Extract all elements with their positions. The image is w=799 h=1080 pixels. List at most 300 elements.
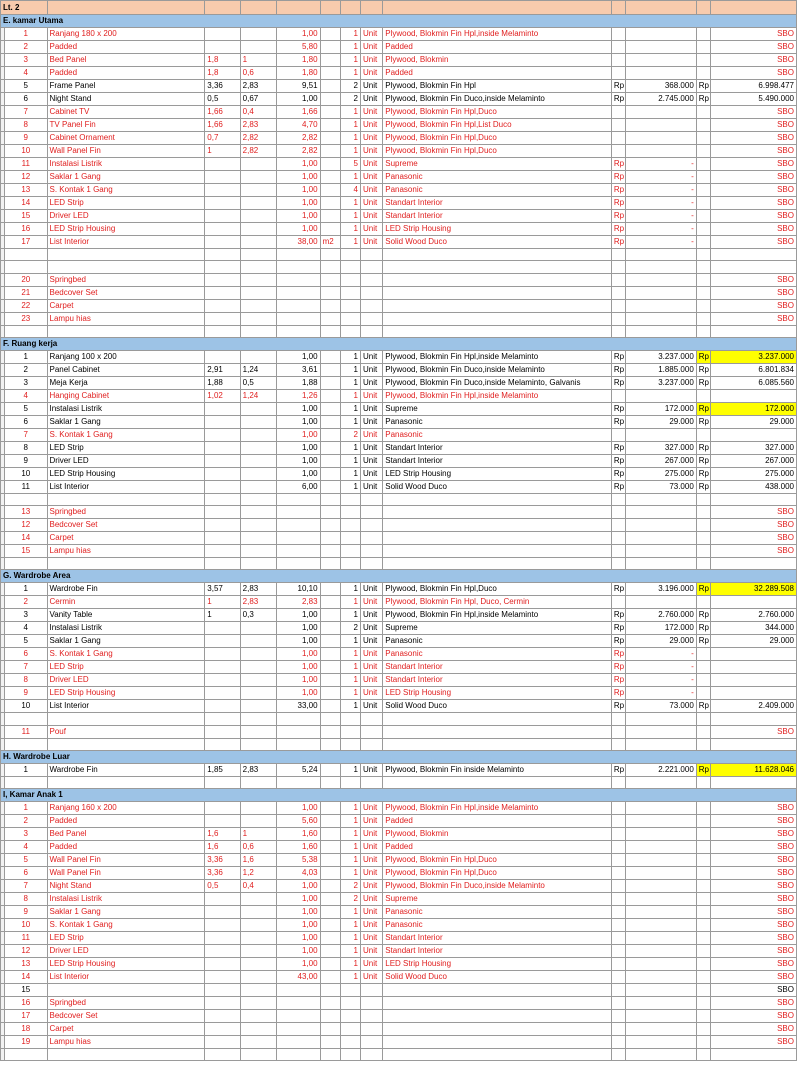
volume-cell[interactable]: 3,61 bbox=[277, 363, 320, 376]
material-cell[interactable]: Standart Interior bbox=[383, 932, 612, 945]
total-cell[interactable]: SBO bbox=[710, 802, 796, 815]
unit-cell[interactable]: Unit bbox=[361, 945, 383, 958]
width-cell[interactable] bbox=[240, 622, 276, 635]
length-cell[interactable] bbox=[205, 493, 240, 505]
material-cell[interactable]: Panasonic bbox=[383, 428, 612, 441]
unit-price-cell[interactable] bbox=[625, 506, 696, 519]
material-cell[interactable] bbox=[383, 532, 612, 545]
volume-cell[interactable] bbox=[277, 1010, 320, 1023]
unit-measure-cell[interactable] bbox=[320, 854, 340, 867]
total-cell[interactable]: SBO bbox=[710, 997, 796, 1010]
currency-cell[interactable] bbox=[696, 815, 710, 828]
currency-cell[interactable] bbox=[611, 776, 625, 788]
item-number-cell[interactable]: 23 bbox=[5, 312, 47, 325]
width-cell[interactable] bbox=[240, 28, 276, 41]
unit-cell[interactable]: Unit bbox=[361, 106, 383, 119]
item-number-cell[interactable]: 2 bbox=[5, 815, 47, 828]
total-cell[interactable]: SBO bbox=[710, 106, 796, 119]
unit-price-cell[interactable]: 172.000 bbox=[625, 622, 696, 635]
currency-cell[interactable]: Rp bbox=[611, 687, 625, 700]
width-cell[interactable] bbox=[240, 299, 276, 312]
currency-cell[interactable] bbox=[696, 674, 710, 687]
unit-cell[interactable] bbox=[361, 738, 383, 750]
material-cell[interactable]: Plywood, Blokmin Fin Hpl,inside Melaminto bbox=[383, 802, 612, 815]
currency-cell[interactable]: Rp bbox=[611, 93, 625, 106]
total-cell[interactable]: SBO bbox=[710, 906, 796, 919]
volume-cell[interactable]: 1,00 bbox=[277, 441, 320, 454]
material-cell[interactable] bbox=[383, 558, 612, 570]
quantity-cell[interactable]: 1 bbox=[340, 210, 360, 223]
quantity-cell[interactable]: 1 bbox=[340, 971, 360, 984]
unit-cell[interactable] bbox=[361, 1010, 383, 1023]
quantity-cell[interactable]: 1 bbox=[340, 854, 360, 867]
length-cell[interactable] bbox=[205, 454, 240, 467]
currency-cell[interactable] bbox=[696, 880, 710, 893]
currency-cell[interactable] bbox=[611, 932, 625, 945]
volume-cell[interactable] bbox=[277, 984, 320, 997]
material-cell[interactable] bbox=[383, 299, 612, 312]
volume-cell[interactable]: 1,66 bbox=[277, 106, 320, 119]
unit-price-cell[interactable] bbox=[625, 249, 696, 261]
item-name-cell[interactable]: Driver LED bbox=[47, 674, 205, 687]
currency-cell[interactable] bbox=[696, 67, 710, 80]
length-cell[interactable] bbox=[205, 506, 240, 519]
length-cell[interactable] bbox=[205, 687, 240, 700]
item-name-cell[interactable]: Driver LED bbox=[47, 454, 205, 467]
length-cell[interactable]: 1,88 bbox=[205, 376, 240, 389]
unit-measure-cell[interactable] bbox=[320, 622, 340, 635]
unit-price-cell[interactable]: - bbox=[625, 661, 696, 674]
item-number-cell[interactable] bbox=[5, 1049, 47, 1061]
item-number-cell[interactable]: 5 bbox=[5, 402, 47, 415]
material-cell[interactable]: Padded bbox=[383, 841, 612, 854]
currency-cell[interactable]: Rp bbox=[611, 236, 625, 249]
total-cell[interactable]: SBO bbox=[710, 273, 796, 286]
unit-measure-cell[interactable] bbox=[320, 325, 340, 337]
volume-cell[interactable]: 1,00 bbox=[277, 454, 320, 467]
unit-cell[interactable] bbox=[361, 532, 383, 545]
quantity-cell[interactable]: 1 bbox=[340, 648, 360, 661]
total-cell[interactable]: SBO bbox=[710, 236, 796, 249]
length-cell[interactable] bbox=[205, 725, 240, 738]
unit-measure-cell[interactable] bbox=[320, 467, 340, 480]
width-cell[interactable] bbox=[240, 802, 276, 815]
currency-cell[interactable]: Rp bbox=[611, 583, 625, 596]
unit-cell[interactable] bbox=[361, 997, 383, 1010]
item-number-cell[interactable]: 14 bbox=[5, 532, 47, 545]
length-cell[interactable]: 1,6 bbox=[205, 828, 240, 841]
quantity-cell[interactable] bbox=[340, 273, 360, 286]
material-cell[interactable]: Plywood, Blokmin Fin Hpl,Duco bbox=[383, 583, 612, 596]
unit-measure-cell[interactable] bbox=[320, 389, 340, 402]
item-name-cell[interactable]: List Interior bbox=[47, 480, 205, 493]
unit-measure-cell[interactable] bbox=[320, 249, 340, 261]
width-cell[interactable] bbox=[240, 428, 276, 441]
item-name-cell[interactable]: Night Stand bbox=[47, 93, 205, 106]
quantity-cell[interactable]: 1 bbox=[340, 480, 360, 493]
currency-cell[interactable] bbox=[696, 41, 710, 54]
currency-cell[interactable] bbox=[611, 312, 625, 325]
currency-cell[interactable] bbox=[696, 945, 710, 958]
material-cell[interactable]: Plywood, Blokmin Fin Hpl, Duco, Cermin bbox=[383, 596, 612, 609]
volume-cell[interactable]: 1,00 bbox=[277, 880, 320, 893]
currency-cell[interactable] bbox=[611, 893, 625, 906]
width-cell[interactable] bbox=[240, 997, 276, 1010]
currency-cell[interactable] bbox=[696, 249, 710, 261]
quantity-cell[interactable]: 1 bbox=[340, 41, 360, 54]
length-cell[interactable] bbox=[205, 28, 240, 41]
unit-measure-cell[interactable] bbox=[320, 41, 340, 54]
material-cell[interactable]: Plywood, Blokmin Fin inside Melaminto bbox=[383, 763, 612, 776]
unit-measure-cell[interactable] bbox=[320, 1023, 340, 1036]
quantity-cell[interactable] bbox=[340, 519, 360, 532]
item-name-cell[interactable]: Instalasi Listrik bbox=[47, 893, 205, 906]
unit-price-cell[interactable]: 3.237.000 bbox=[625, 376, 696, 389]
currency-cell[interactable] bbox=[696, 958, 710, 971]
total-cell[interactable]: 275.000 bbox=[710, 467, 796, 480]
currency-cell[interactable] bbox=[611, 145, 625, 158]
length-cell[interactable] bbox=[205, 223, 240, 236]
unit-price-cell[interactable] bbox=[625, 532, 696, 545]
length-cell[interactable] bbox=[205, 802, 240, 815]
unit-price-cell[interactable] bbox=[625, 841, 696, 854]
item-name-cell[interactable]: Wall Panel Fin bbox=[47, 867, 205, 880]
item-number-cell[interactable]: 13 bbox=[5, 184, 47, 197]
unit-measure-cell[interactable] bbox=[320, 506, 340, 519]
unit-cell[interactable]: Unit bbox=[361, 28, 383, 41]
width-cell[interactable]: 2,83 bbox=[240, 80, 276, 93]
unit-price-cell[interactable]: 29.000 bbox=[625, 415, 696, 428]
item-name-cell[interactable]: Bedcover Set bbox=[47, 519, 205, 532]
width-cell[interactable] bbox=[240, 687, 276, 700]
volume-cell[interactable] bbox=[277, 532, 320, 545]
title-cell[interactable] bbox=[1, 1, 48, 15]
unit-price-cell[interactable] bbox=[625, 273, 696, 286]
currency-cell[interactable]: Rp bbox=[611, 661, 625, 674]
material-cell[interactable]: Solid Wood Duco bbox=[383, 236, 612, 249]
quantity-cell[interactable]: 1 bbox=[340, 958, 360, 971]
item-number-cell[interactable]: 5 bbox=[5, 635, 47, 648]
material-cell[interactable] bbox=[383, 325, 612, 337]
quantity-cell[interactable] bbox=[340, 713, 360, 725]
unit-price-cell[interactable] bbox=[625, 312, 696, 325]
length-cell[interactable] bbox=[205, 958, 240, 971]
unit-cell[interactable]: Unit bbox=[361, 622, 383, 635]
volume-cell[interactable]: 1,00 bbox=[277, 223, 320, 236]
unit-cell[interactable]: Unit bbox=[361, 184, 383, 197]
unit-measure-cell[interactable] bbox=[320, 184, 340, 197]
unit-cell[interactable] bbox=[361, 1023, 383, 1036]
item-name-cell[interactable]: Panel Cabinet bbox=[47, 363, 205, 376]
item-name-cell[interactable]: Ranjang 100 x 200 bbox=[47, 350, 205, 363]
item-number-cell[interactable]: 1 bbox=[5, 802, 47, 815]
quantity-cell[interactable]: 1 bbox=[340, 415, 360, 428]
currency-cell[interactable] bbox=[696, 1023, 710, 1036]
quantity-cell[interactable]: 1 bbox=[340, 661, 360, 674]
unit-cell[interactable]: Unit bbox=[361, 661, 383, 674]
length-cell[interactable] bbox=[205, 700, 240, 713]
total-cell[interactable]: SBO bbox=[710, 519, 796, 532]
length-cell[interactable] bbox=[205, 1049, 240, 1061]
currency-cell[interactable]: Rp bbox=[696, 763, 710, 776]
quantity-cell[interactable]: 1 bbox=[340, 119, 360, 132]
item-number-cell[interactable]: 2 bbox=[5, 41, 47, 54]
quantity-cell[interactable]: 1 bbox=[340, 841, 360, 854]
unit-measure-cell[interactable] bbox=[320, 197, 340, 210]
length-cell[interactable]: 3,36 bbox=[205, 867, 240, 880]
unit-price-cell[interactable] bbox=[625, 519, 696, 532]
currency-cell[interactable] bbox=[696, 273, 710, 286]
item-number-cell[interactable] bbox=[5, 261, 47, 273]
unit-price-cell[interactable]: - bbox=[625, 158, 696, 171]
length-cell[interactable] bbox=[205, 273, 240, 286]
unit-measure-cell[interactable] bbox=[320, 428, 340, 441]
length-cell[interactable] bbox=[205, 674, 240, 687]
unit-cell[interactable] bbox=[361, 261, 383, 273]
volume-cell[interactable] bbox=[277, 493, 320, 505]
quantity-cell[interactable] bbox=[340, 776, 360, 788]
length-cell[interactable]: 1 bbox=[205, 596, 240, 609]
unit-price-cell[interactable] bbox=[625, 106, 696, 119]
unit-price-cell[interactable] bbox=[625, 893, 696, 906]
total-cell[interactable]: SBO bbox=[710, 828, 796, 841]
length-cell[interactable] bbox=[205, 906, 240, 919]
unit-measure-cell[interactable] bbox=[320, 958, 340, 971]
currency-cell[interactable] bbox=[611, 545, 625, 558]
unit-price-cell[interactable] bbox=[625, 815, 696, 828]
currency-cell[interactable]: Rp bbox=[611, 80, 625, 93]
volume-cell[interactable]: 1,80 bbox=[277, 54, 320, 67]
material-cell[interactable]: Panasonic bbox=[383, 171, 612, 184]
length-cell[interactable] bbox=[205, 776, 240, 788]
currency-cell[interactable]: Rp bbox=[611, 415, 625, 428]
unit-price-cell[interactable] bbox=[625, 1023, 696, 1036]
total-cell[interactable]: SBO bbox=[710, 854, 796, 867]
quantity-cell[interactable]: 5 bbox=[340, 158, 360, 171]
width-cell[interactable] bbox=[240, 467, 276, 480]
currency-cell[interactable] bbox=[611, 519, 625, 532]
total-cell[interactable]: SBO bbox=[710, 506, 796, 519]
width-cell[interactable] bbox=[240, 454, 276, 467]
material-cell[interactable]: Plywood, Blokmin Fin Hpl,Duco bbox=[383, 106, 612, 119]
currency-cell[interactable] bbox=[611, 532, 625, 545]
length-cell[interactable]: 1,6 bbox=[205, 841, 240, 854]
length-cell[interactable]: 1,8 bbox=[205, 67, 240, 80]
length-cell[interactable] bbox=[205, 984, 240, 997]
volume-cell[interactable] bbox=[277, 325, 320, 337]
volume-cell[interactable] bbox=[277, 519, 320, 532]
length-cell[interactable] bbox=[205, 1023, 240, 1036]
unit-cell[interactable]: Unit bbox=[361, 54, 383, 67]
width-cell[interactable] bbox=[240, 958, 276, 971]
material-cell[interactable]: Plywood, Blokmin Fin Duco,inside Melaminto, Galvanis bbox=[383, 376, 612, 389]
quantity-cell[interactable]: 2 bbox=[340, 622, 360, 635]
unit-price-cell[interactable]: 73.000 bbox=[625, 700, 696, 713]
currency-cell[interactable]: Rp bbox=[611, 376, 625, 389]
length-cell[interactable] bbox=[205, 325, 240, 337]
total-cell[interactable]: SBO bbox=[710, 184, 796, 197]
item-name-cell[interactable]: S. Kontak 1 Gang bbox=[47, 648, 205, 661]
unit-cell[interactable]: Unit bbox=[361, 80, 383, 93]
volume-cell[interactable] bbox=[277, 312, 320, 325]
material-cell[interactable] bbox=[383, 1010, 612, 1023]
unit-measure-cell[interactable] bbox=[320, 132, 340, 145]
cell[interactable] bbox=[625, 1, 696, 15]
volume-cell[interactable]: 1,00 bbox=[277, 802, 320, 815]
unit-cell[interactable]: Unit bbox=[361, 854, 383, 867]
length-cell[interactable] bbox=[205, 299, 240, 312]
unit-price-cell[interactable] bbox=[625, 971, 696, 984]
width-cell[interactable]: 2,83 bbox=[240, 583, 276, 596]
currency-cell[interactable] bbox=[611, 997, 625, 1010]
width-cell[interactable] bbox=[240, 1023, 276, 1036]
width-cell[interactable]: 2,83 bbox=[240, 119, 276, 132]
total-cell[interactable]: SBO bbox=[710, 958, 796, 971]
material-cell[interactable]: Plywood, Blokmin Fin Hpl,inside Melaminto bbox=[383, 389, 612, 402]
volume-cell[interactable]: 1,00 bbox=[277, 945, 320, 958]
unit-measure-cell[interactable] bbox=[320, 841, 340, 854]
volume-cell[interactable] bbox=[277, 1023, 320, 1036]
currency-cell[interactable]: Rp bbox=[611, 350, 625, 363]
material-cell[interactable]: Standart Interior bbox=[383, 454, 612, 467]
total-cell[interactable] bbox=[710, 738, 796, 750]
volume-cell[interactable] bbox=[277, 506, 320, 519]
currency-cell[interactable] bbox=[611, 828, 625, 841]
unit-measure-cell[interactable] bbox=[320, 350, 340, 363]
currency-cell[interactable]: Rp bbox=[696, 350, 710, 363]
item-name-cell[interactable]: Wardrobe Fin bbox=[47, 583, 205, 596]
currency-cell[interactable] bbox=[611, 958, 625, 971]
unit-cell[interactable]: Unit bbox=[361, 958, 383, 971]
total-cell[interactable]: SBO bbox=[710, 54, 796, 67]
item-number-cell[interactable] bbox=[5, 713, 47, 725]
currency-cell[interactable] bbox=[611, 596, 625, 609]
width-cell[interactable] bbox=[240, 325, 276, 337]
unit-measure-cell[interactable] bbox=[320, 661, 340, 674]
currency-cell[interactable] bbox=[696, 210, 710, 223]
volume-cell[interactable]: 1,00 bbox=[277, 93, 320, 106]
quantity-cell[interactable]: 2 bbox=[340, 80, 360, 93]
total-cell[interactable] bbox=[710, 674, 796, 687]
cell[interactable] bbox=[383, 1, 612, 15]
material-cell[interactable]: Padded bbox=[383, 41, 612, 54]
material-cell[interactable]: Plywood, Blokmin Fin Hpl,Duco bbox=[383, 145, 612, 158]
unit-price-cell[interactable]: - bbox=[625, 210, 696, 223]
quantity-cell[interactable]: 1 bbox=[340, 932, 360, 945]
currency-cell[interactable] bbox=[696, 236, 710, 249]
total-cell[interactable]: SBO bbox=[710, 28, 796, 41]
total-cell[interactable]: SBO bbox=[710, 1023, 796, 1036]
unit-measure-cell[interactable] bbox=[320, 545, 340, 558]
unit-cell[interactable]: Unit bbox=[361, 583, 383, 596]
currency-cell[interactable] bbox=[696, 919, 710, 932]
volume-cell[interactable]: 1,00 bbox=[277, 932, 320, 945]
quantity-cell[interactable]: 1 bbox=[340, 802, 360, 815]
item-name-cell[interactable]: LED Strip Housing bbox=[47, 467, 205, 480]
length-cell[interactable]: 1 bbox=[205, 609, 240, 622]
currency-cell[interactable] bbox=[696, 738, 710, 750]
length-cell[interactable]: 0,5 bbox=[205, 93, 240, 106]
length-cell[interactable] bbox=[205, 158, 240, 171]
width-cell[interactable]: 2,82 bbox=[240, 145, 276, 158]
currency-cell[interactable] bbox=[696, 971, 710, 984]
material-cell[interactable]: LED Strip Housing bbox=[383, 467, 612, 480]
width-cell[interactable] bbox=[240, 700, 276, 713]
total-cell[interactable]: SBO bbox=[710, 286, 796, 299]
unit-cell[interactable]: Unit bbox=[361, 880, 383, 893]
unit-price-cell[interactable] bbox=[625, 880, 696, 893]
unit-price-cell[interactable]: 368.000 bbox=[625, 80, 696, 93]
quantity-cell[interactable]: 1 bbox=[340, 583, 360, 596]
width-cell[interactable] bbox=[240, 171, 276, 184]
currency-cell[interactable]: Rp bbox=[696, 454, 710, 467]
total-cell[interactable]: SBO bbox=[710, 893, 796, 906]
item-name-cell[interactable] bbox=[47, 249, 205, 261]
volume-cell[interactable] bbox=[277, 545, 320, 558]
quantity-cell[interactable]: 1 bbox=[340, 363, 360, 376]
unit-price-cell[interactable] bbox=[625, 286, 696, 299]
currency-cell[interactable] bbox=[611, 389, 625, 402]
currency-cell[interactable]: Rp bbox=[611, 158, 625, 171]
unit-measure-cell[interactable] bbox=[320, 402, 340, 415]
currency-cell[interactable]: Rp bbox=[696, 93, 710, 106]
unit-measure-cell[interactable] bbox=[320, 119, 340, 132]
unit-measure-cell[interactable] bbox=[320, 54, 340, 67]
unit-cell[interactable]: Unit bbox=[361, 609, 383, 622]
currency-cell[interactable] bbox=[696, 906, 710, 919]
currency-cell[interactable]: Rp bbox=[611, 635, 625, 648]
item-name-cell[interactable] bbox=[47, 1049, 205, 1061]
currency-cell[interactable] bbox=[611, 41, 625, 54]
volume-cell[interactable]: 1,00 bbox=[277, 402, 320, 415]
unit-measure-cell[interactable] bbox=[320, 997, 340, 1010]
volume-cell[interactable]: 1,00 bbox=[277, 184, 320, 197]
unit-price-cell[interactable] bbox=[625, 299, 696, 312]
unit-measure-cell[interactable] bbox=[320, 273, 340, 286]
length-cell[interactable] bbox=[205, 635, 240, 648]
item-name-cell[interactable]: Padded bbox=[47, 41, 205, 54]
unit-cell[interactable] bbox=[361, 1049, 383, 1061]
item-number-cell[interactable]: 15 bbox=[5, 545, 47, 558]
material-cell[interactable]: Standart Interior bbox=[383, 661, 612, 674]
unit-measure-cell[interactable] bbox=[320, 945, 340, 958]
item-number-cell[interactable]: 22 bbox=[5, 299, 47, 312]
unit-price-cell[interactable]: - bbox=[625, 674, 696, 687]
quantity-cell[interactable]: 1 bbox=[340, 609, 360, 622]
length-cell[interactable] bbox=[205, 210, 240, 223]
currency-cell[interactable] bbox=[611, 132, 625, 145]
width-cell[interactable] bbox=[240, 971, 276, 984]
volume-cell[interactable]: 1,00 bbox=[277, 906, 320, 919]
unit-price-cell[interactable] bbox=[625, 558, 696, 570]
total-cell[interactable] bbox=[710, 389, 796, 402]
total-cell[interactable] bbox=[710, 776, 796, 788]
item-name-cell[interactable]: Saklar 1 Gang bbox=[47, 171, 205, 184]
item-name-cell[interactable]: Cabinet TV bbox=[47, 106, 205, 119]
material-cell[interactable] bbox=[383, 776, 612, 788]
currency-cell[interactable] bbox=[611, 854, 625, 867]
currency-cell[interactable]: Rp bbox=[611, 223, 625, 236]
unit-measure-cell[interactable] bbox=[320, 158, 340, 171]
currency-cell[interactable] bbox=[611, 919, 625, 932]
volume-cell[interactable]: 1,00 bbox=[277, 635, 320, 648]
section-heading[interactable]: I, Kamar Anak 1 bbox=[1, 789, 797, 802]
item-number-cell[interactable]: 12 bbox=[5, 519, 47, 532]
width-cell[interactable] bbox=[240, 906, 276, 919]
item-name-cell[interactable]: Saklar 1 Gang bbox=[47, 415, 205, 428]
item-name-cell[interactable]: LED Strip Housing bbox=[47, 223, 205, 236]
unit-cell[interactable]: Unit bbox=[361, 802, 383, 815]
